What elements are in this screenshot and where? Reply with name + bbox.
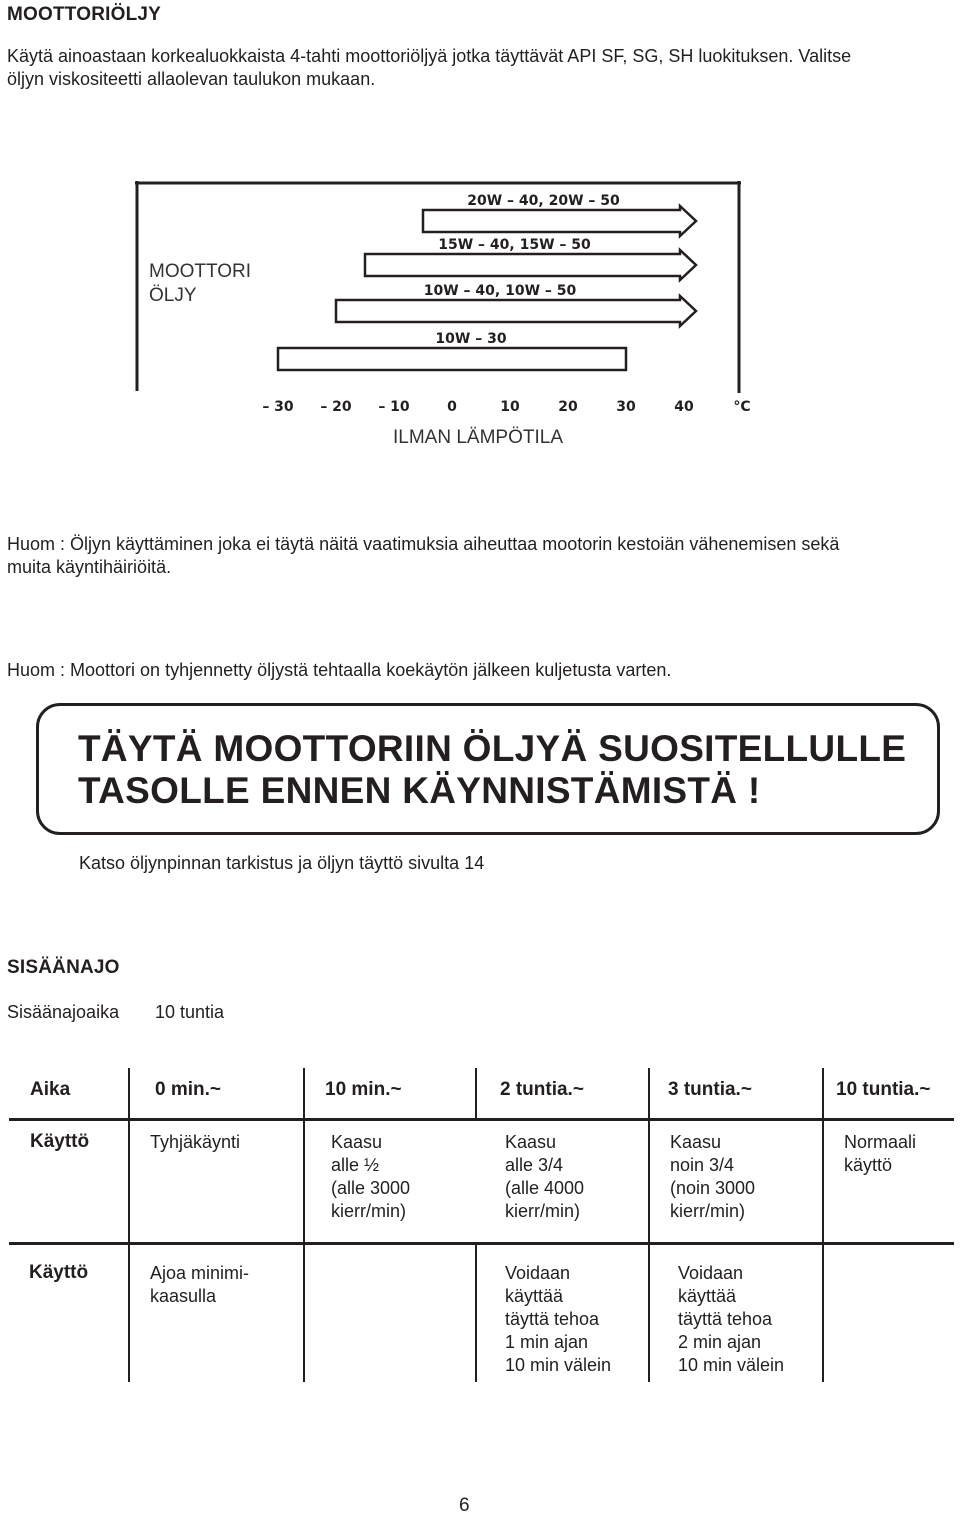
breakin-table — [0, 1060, 960, 1390]
section-title-oil: MOOTTORIÖLJY — [7, 4, 162, 25]
table-header-10h: 10 tuntia.~ — [836, 1079, 931, 1100]
tick-label-0: – 30 — [262, 399, 294, 415]
chart-bars — [278, 193, 696, 370]
table-col-rule-5 — [822, 1068, 824, 1382]
table-header-aika: Aika — [30, 1079, 71, 1100]
chart-y-label-line-1: MOOTTORI — [149, 261, 252, 282]
note-1-line-1: Huom : Öljyn käyttäminen joka ei täytä näitä vaatimuksia aiheuttaa mootorin kestoiän vähenemisen sekä — [7, 534, 840, 554]
chart-y-label — [149, 260, 251, 308]
table-col-rule-2 — [303, 1068, 305, 1382]
chart-ticks — [262, 399, 750, 415]
range-arrow-2 — [336, 296, 696, 326]
range-bar-1 — [365, 237, 696, 280]
table-header-0min: 0 min.~ — [155, 1079, 221, 1100]
table-row1-cell-0min: Tyhjäkäynti — [150, 1132, 241, 1152]
range-arrow-1 — [365, 250, 696, 280]
table-row1-label: Käyttö — [30, 1131, 90, 1152]
table-row2-cell-2h: Voidaan käyttää täyttä tehoa 1 min ajan 10 min välein — [505, 1263, 612, 1375]
tick-label-8: °C — [733, 399, 751, 415]
tick-label-1: – 20 — [320, 399, 352, 415]
chart-y-label-line-2: ÖLJY — [149, 285, 197, 306]
table-row1-cell-10h: Normaali käyttö — [844, 1132, 917, 1175]
tick-label-3: 0 — [447, 399, 457, 415]
table-col-rule-4 — [648, 1068, 650, 1382]
note-1 — [7, 533, 957, 579]
section-title-breakin: SISÄÄNAJO — [7, 957, 120, 978]
chart-x-title: ILMAN LÄMPÖTILA — [393, 427, 563, 448]
range-bar-3 — [278, 331, 626, 370]
table-row1-cell-10min: Kaasu alle ½ (alle 3000 kierr/min) — [331, 1132, 411, 1221]
intro-line-2: öljyn viskositeetti allaolevan taulukon mukaan. — [7, 69, 376, 89]
viscosity-chart — [135, 181, 755, 421]
warning-line-1: TÄYTÄ MOOTTORIIN ÖLJYÄ SUOSITELLULLE — [78, 728, 907, 769]
intro-text — [7, 45, 957, 91]
note-2: Huom : Moottori on tyhjennetty öljystä tehtaalla koekäytön jälkeen kuljetusta varten. — [7, 660, 672, 680]
range-label-0: 20W – 40, 20W – 50 — [467, 193, 620, 209]
table-rule-header — [9, 1118, 954, 1121]
table-row1-cell-2h: Kaasu alle 3/4 (alle 4000 kierr/min) — [505, 1132, 585, 1221]
range-label-3: 10W – 30 — [435, 331, 507, 347]
breakin-value: 10 tuntia — [155, 1002, 225, 1022]
warning-reference: Katso öljynpinnan tarkistus ja öljyn täyttö sivulta 14 — [79, 853, 485, 873]
note-1-line-2: muita käyntihäiriöitä. — [7, 557, 172, 577]
table-col-rule-3b — [475, 1242, 477, 1382]
table-row2-cell-0min: Ajoa minimi- kaasulla — [150, 1263, 250, 1306]
range-bar-2 — [336, 283, 696, 326]
tick-label-4: 10 — [500, 399, 520, 415]
tick-label-2: – 10 — [378, 399, 410, 415]
table-row1-cell-3h: Kaasu noin 3/4 (noin 3000 kierr/min) — [670, 1132, 756, 1221]
table-row2-cell-3h: Voidaan käyttää täyttä tehoa 2 min ajan 10 min välein — [678, 1263, 785, 1375]
range-label-1: 15W – 40, 15W – 50 — [438, 237, 591, 253]
table-col-rule-1 — [128, 1068, 130, 1382]
table-row2-label: Käyttö — [29, 1262, 89, 1283]
page-number: 6 — [459, 1495, 470, 1516]
range-bar-0 — [423, 193, 696, 236]
table-header-3h: 3 tuntia.~ — [668, 1079, 752, 1100]
tick-label-7: 40 — [674, 399, 694, 415]
warning-text — [78, 728, 938, 812]
range-box-3 — [278, 348, 626, 370]
warning-line-2: TASOLLE ENNEN KÄYNNISTÄMISTÄ ! — [78, 770, 761, 811]
tick-label-6: 30 — [616, 399, 636, 415]
range-arrow-0 — [423, 206, 696, 236]
breakin-label: Sisäänajoaika — [7, 1002, 120, 1022]
tick-label-5: 20 — [558, 399, 578, 415]
table-col-rule-3a — [475, 1068, 477, 1118]
table-rule-row1 — [9, 1242, 954, 1245]
table-header-10min: 10 min.~ — [325, 1079, 402, 1100]
range-label-2: 10W – 40, 10W – 50 — [423, 283, 577, 299]
intro-line-1: Käytä ainoastaan korkealuokkaista 4-tahti moottoriöljyä jotka täyttävät API SF, SG, SH luokituksen. Valitse — [7, 46, 852, 66]
table-header-2h: 2 tuntia.~ — [500, 1079, 584, 1100]
